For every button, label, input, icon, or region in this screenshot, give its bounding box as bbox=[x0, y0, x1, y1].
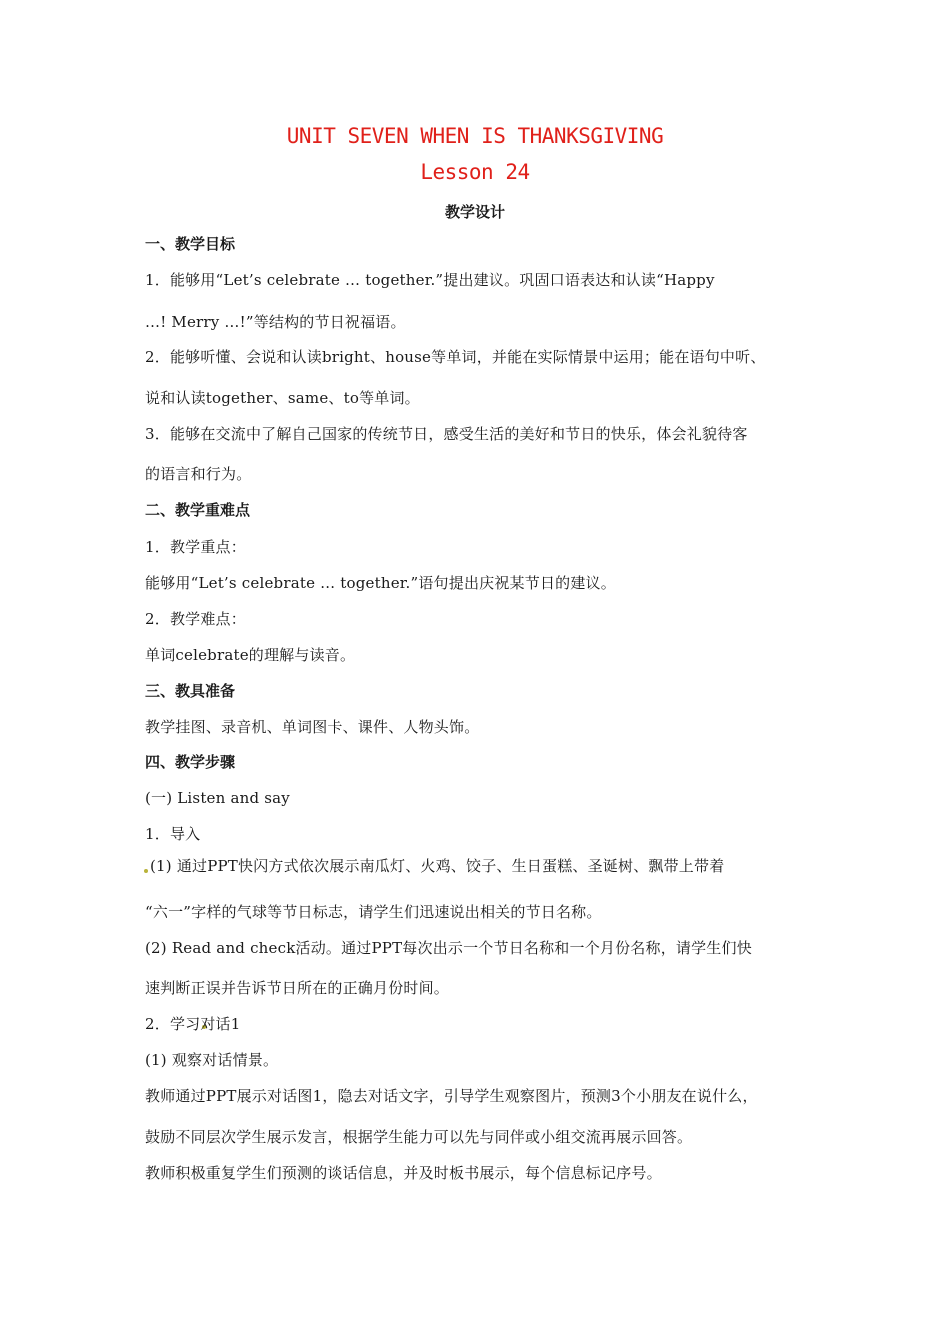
paragraph-line: “六一”字样的气球等节日标志，请学生们迅速说出相关的节日名称。 bbox=[145, 903, 602, 921]
unit-title: UNIT SEVEN WHEN IS THANKSGIVING bbox=[286, 124, 664, 148]
paragraph-line: 说和认读together、same、to等单词。 bbox=[145, 389, 420, 407]
lesson-title: Lesson 24 bbox=[420, 160, 530, 184]
section-heading-key-points: 二、教学重难点 bbox=[145, 501, 251, 519]
paragraph-line: 的语言和行为。 bbox=[145, 465, 252, 483]
section-heading-goals: 一、教学目标 bbox=[145, 235, 236, 253]
paragraph-line: 1．能够用“Let’s celebrate … together.”提出建议。巩固口语表达和认读“Happy bbox=[145, 271, 715, 289]
paragraph-line: 教师积极重复学生们预测的谈话信息，并及时板书展示，每个信息标记序号。 bbox=[145, 1164, 662, 1182]
section-heading-materials: 三、教具准备 bbox=[145, 682, 236, 700]
paragraph-line: 单词celebrate的理解与读音。 bbox=[145, 646, 356, 664]
paragraph-line: …! Merry …!”等结构的节日祝福语。 bbox=[145, 313, 406, 331]
paragraph-line: 鼓励不同层次学生展示发言，根据学生能力可以先与同伴或小组交流再展示回答。 bbox=[145, 1128, 693, 1146]
paragraph-line: (1) 通过PPT快闪方式依次展示南瓜灯、火鸡、饺子、生日蛋糕、圣诞树、飘带上带着 bbox=[150, 857, 725, 875]
paragraph-line: (一) Listen and say bbox=[145, 789, 290, 807]
paragraph-line: 教师通过PPT展示对话图1，隐去对话文字，引导学生观察图片，预测3个小朋友在说什么， bbox=[145, 1087, 758, 1105]
doc-subtitle: 教学设计 bbox=[444, 203, 505, 221]
paragraph-line: (1) 观察对话情景。 bbox=[145, 1051, 279, 1069]
paragraph-line: 能够用“Let’s celebrate … together.”语句提出庆祝某节日的建议。 bbox=[145, 574, 616, 592]
paragraph-line: 教学挂图、录音机、单词图卡、课件、人物头饰。 bbox=[145, 718, 480, 736]
paragraph-line: 1．导入 bbox=[145, 825, 201, 843]
paragraph-line: 2．教学难点： bbox=[145, 610, 246, 628]
section-heading-steps: 四、教学步骤 bbox=[145, 753, 236, 771]
paragraph-line: 速判断正误并告诉节日所在的正确月份时间。 bbox=[145, 979, 450, 997]
revision-mark bbox=[144, 869, 148, 873]
paragraph-line: 1．教学重点： bbox=[145, 538, 246, 556]
paragraph-line: 2．能够听懂、会说和认读bright、house等单词，并能在实际情景中运用；能在语句中听、 bbox=[145, 348, 766, 366]
paragraph-line: 3．能够在交流中了解自己国家的传统节日，感受生活的美好和节日的快乐，体会礼貌待客 bbox=[145, 425, 748, 443]
paragraph-line: 2．学习对话1 bbox=[145, 1015, 241, 1033]
paragraph-line: (2) Read and check活动。通过PPT每次出示一个节日名称和一个月份名称，请学生们快 bbox=[145, 939, 752, 957]
